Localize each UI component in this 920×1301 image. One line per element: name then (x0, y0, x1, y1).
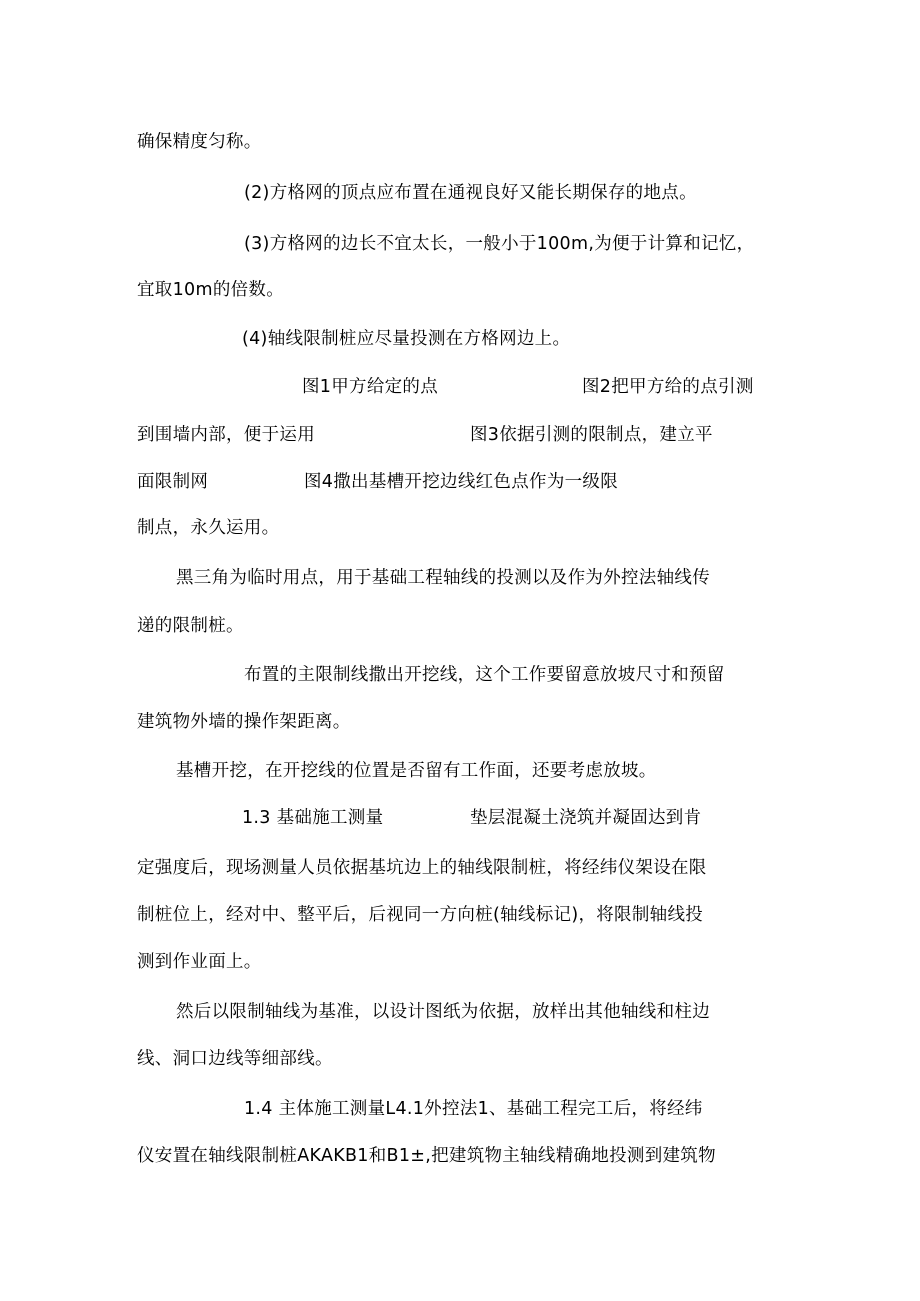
figure-caption: 图4撒出基槽开挖边线红色点作为一级限 (304, 472, 619, 492)
text-line: 到围墙内部，便于运用 (137, 425, 315, 445)
text-line: 宜取10m的倍数。 (137, 280, 285, 300)
text-line: 线、洞口边线等细部线。 (137, 1049, 333, 1069)
text-line: 布置的主限制线撒出开挖线，这个工作要留意放坡尺寸和预留 (244, 665, 725, 685)
text-line: (3)方格网的边长不宜太长，一般小于100m,为便于计算和记忆， (244, 234, 755, 254)
text-line: 然后以限制轴线为基准，以设计图纸为依据，放样出其他轴线和柱边 (176, 1002, 710, 1022)
text-line: 建筑物外墙的操作架距离。 (137, 712, 351, 732)
text-line: 垫层混凝土浇筑并凝固达到肯 (470, 808, 702, 828)
text-line: 定强度后，现场测量人员依据基坑边上的轴线限制桩，将经纬仪架设在限 (137, 858, 707, 878)
text-line: 制点，永久运用。 (137, 518, 280, 538)
figure-caption: 图2把甲方给的点引测 (582, 377, 754, 397)
text-line: 测到作业面上。 (137, 952, 262, 972)
text-line: 制桩位上，经对中、整平后，后视同一方向桩(轴线标记)，将限制轴线投 (137, 905, 704, 925)
figure-caption: 图1甲方给定的点 (302, 377, 439, 397)
section-heading: 1.4 主体施工测量L4.1外控法1、基础工程完工后，将经纬 (244, 1099, 703, 1119)
text-line: 黑三角为临时用点，用于基础工程轴线的投测以及作为外控法轴线传 (176, 568, 710, 588)
text-line: 递的限制桩。 (137, 616, 244, 636)
text-line: 基槽开挖，在开挖线的位置是否留有工作面，还要考虑放坡。 (176, 761, 657, 781)
section-heading: 1.3 基础施工测量 (242, 808, 384, 828)
text-line: 仪安置在轴线限制桩AKAKB1和B1±,把建筑物主轴线精确地投测到建筑物 (137, 1146, 716, 1166)
text-line: (4)轴线限制桩应尽量投测在方格网边上。 (242, 329, 571, 349)
text-line: 面限制网 (137, 472, 209, 492)
text-line: (2)方格网的顶点应布置在通视良好又能长期保存的地点。 (244, 183, 697, 203)
figure-caption: 图3依据引测的限制点，建立平 (470, 425, 713, 445)
text-line: 确保精度匀称。 (137, 132, 262, 152)
